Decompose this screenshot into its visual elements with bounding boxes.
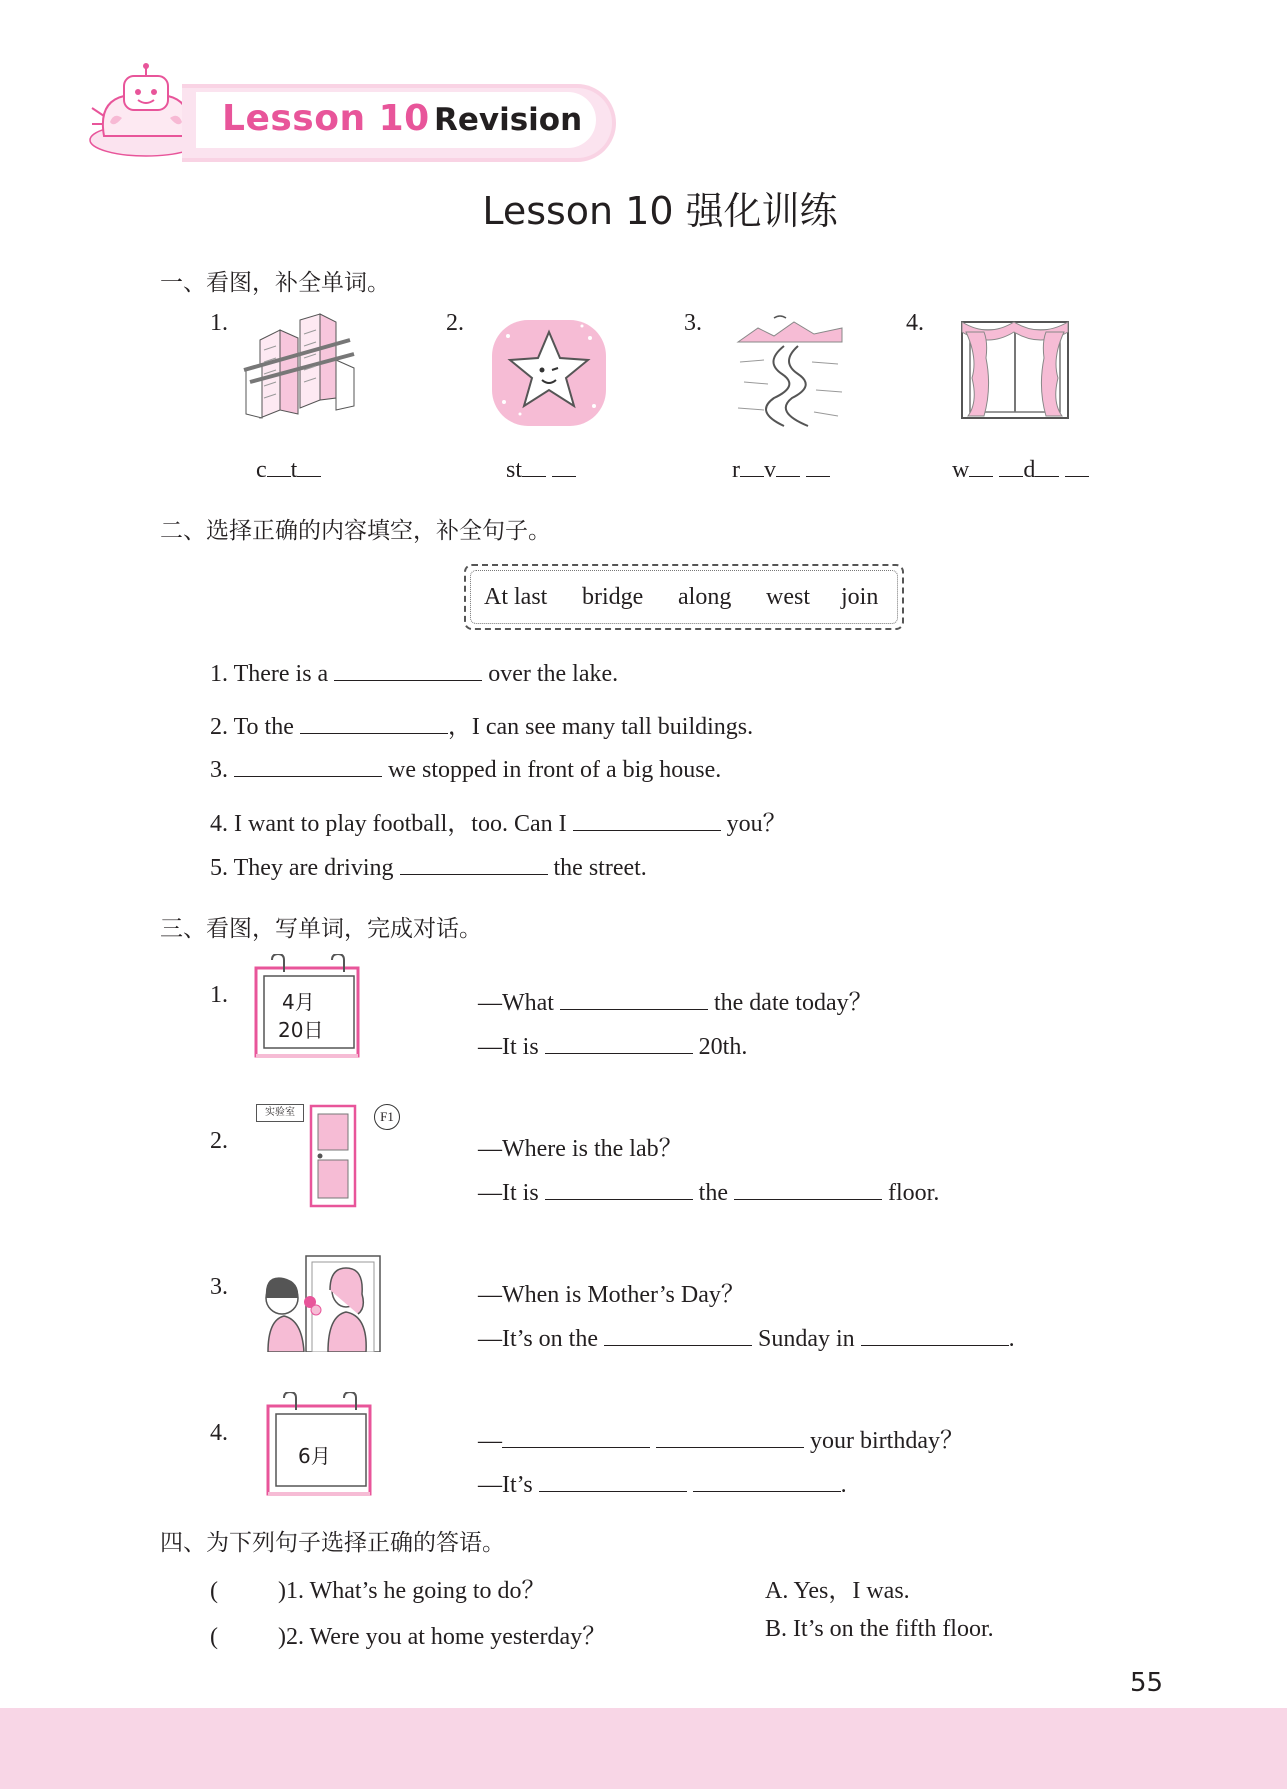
- answer-blank[interactable]: [861, 1323, 1009, 1346]
- sentence-1: 1. There is a over the lake.: [210, 658, 618, 688]
- answer-blank[interactable]: [573, 808, 721, 831]
- star-icon: [490, 318, 608, 428]
- answer-blank[interactable]: [693, 1469, 841, 1492]
- section1-item3-word: r v: [732, 456, 830, 484]
- match-option-b: B. It’s on the fifth floor.: [765, 1616, 994, 1642]
- word-bank-item: along: [678, 584, 732, 610]
- dialogue-4-answer: —It’s .: [478, 1469, 847, 1499]
- dialogue-4-question: — your birthday？: [478, 1420, 964, 1455]
- answer-blank[interactable]: [400, 852, 548, 875]
- dialogue-2-question: —Where is the lab？: [478, 1136, 683, 1162]
- section3-item2-number: 2.: [210, 1128, 228, 1154]
- answer-blank[interactable]: [734, 1177, 882, 1200]
- answer-blank[interactable]: [300, 711, 448, 734]
- dialogue-3-question: —When is Mother’s Day？: [478, 1282, 745, 1308]
- section3-heading: 三、看图，写单词，完成对话。: [160, 916, 482, 942]
- dialogue-1-answer: —It is 20th.: [478, 1031, 747, 1061]
- word-bank-item: bridge: [582, 584, 644, 610]
- city-buildings-icon: [240, 310, 358, 422]
- section1-item4-word: w d: [952, 456, 1089, 484]
- word-bank-item: west: [766, 584, 810, 610]
- answer-blank[interactable]: [656, 1425, 804, 1448]
- section1-item1-word: c t: [256, 456, 321, 484]
- sentence-5: 5. They are driving the street.: [210, 852, 647, 882]
- dialogue-3-answer: —It’s on the Sunday in .: [478, 1323, 1015, 1353]
- page-number: 55: [1130, 1668, 1164, 1698]
- match-question-1: ( )1. What’s he going to do？: [210, 1578, 546, 1604]
- section1-item2-number: 2.: [446, 310, 464, 336]
- answer-blank[interactable]: [560, 987, 708, 1010]
- floor-badge: F1: [374, 1104, 400, 1130]
- section1-item1-number: 1.: [210, 310, 228, 336]
- section4-heading: 四、为下列句子选择正确的答语。: [160, 1530, 505, 1556]
- dialogue-2-answer: —It is the floor.: [478, 1177, 939, 1207]
- answer-blank[interactable]: [539, 1469, 687, 1492]
- match-question-2: ( )2. Were you at home yesterday？: [210, 1624, 607, 1650]
- answer-blank[interactable]: [234, 754, 382, 777]
- answer-blank[interactable]: [545, 1031, 693, 1054]
- section1-item2-word: st: [506, 456, 576, 484]
- door-icon: [308, 1104, 358, 1208]
- dialogue-1-question: —What the date today？: [478, 982, 873, 1017]
- mother-child-icon: [254, 1254, 382, 1352]
- revision-label: Revision: [434, 102, 583, 138]
- section1-item3-number: 3.: [684, 310, 702, 336]
- answer-blank[interactable]: [545, 1177, 693, 1200]
- calendar-month: 4月: [282, 990, 315, 1014]
- section2-heading: 二、选择正确的内容填空，补全句子。: [160, 518, 551, 544]
- footer-band: [0, 1708, 1287, 1789]
- window-icon: [958, 318, 1072, 422]
- section1-heading: 一、看图，补全单词。: [160, 270, 390, 296]
- section3-item1-number: 1.: [210, 982, 228, 1008]
- calendar-month: 6月: [298, 1444, 331, 1468]
- section1-item4-number: 4.: [906, 310, 924, 336]
- lab-sign: 实验室: [256, 1104, 304, 1122]
- answer-blank[interactable]: [502, 1425, 650, 1448]
- section3-item4-number: 4.: [210, 1420, 228, 1446]
- river-icon: [734, 312, 846, 430]
- sentence-2: 2. To the ，I can see many tall buildings.: [210, 706, 753, 741]
- calendar-day: 20日: [278, 1018, 324, 1042]
- page-title: Lesson 10 强化训练: [482, 189, 838, 233]
- section3-item3-number: 3.: [210, 1274, 228, 1300]
- lesson-label: Lesson 10: [222, 98, 430, 139]
- word-bank-item: At last: [484, 584, 548, 610]
- sentence-4: 4. I want to play football，too. Can I you？: [210, 803, 787, 838]
- match-option-a: A. Yes，I was.: [765, 1578, 910, 1604]
- answer-blank[interactable]: [334, 658, 482, 681]
- word-bank-item: join: [841, 584, 879, 610]
- answer-blank[interactable]: [604, 1323, 752, 1346]
- sentence-3: 3. we stopped in front of a big house.: [210, 754, 721, 784]
